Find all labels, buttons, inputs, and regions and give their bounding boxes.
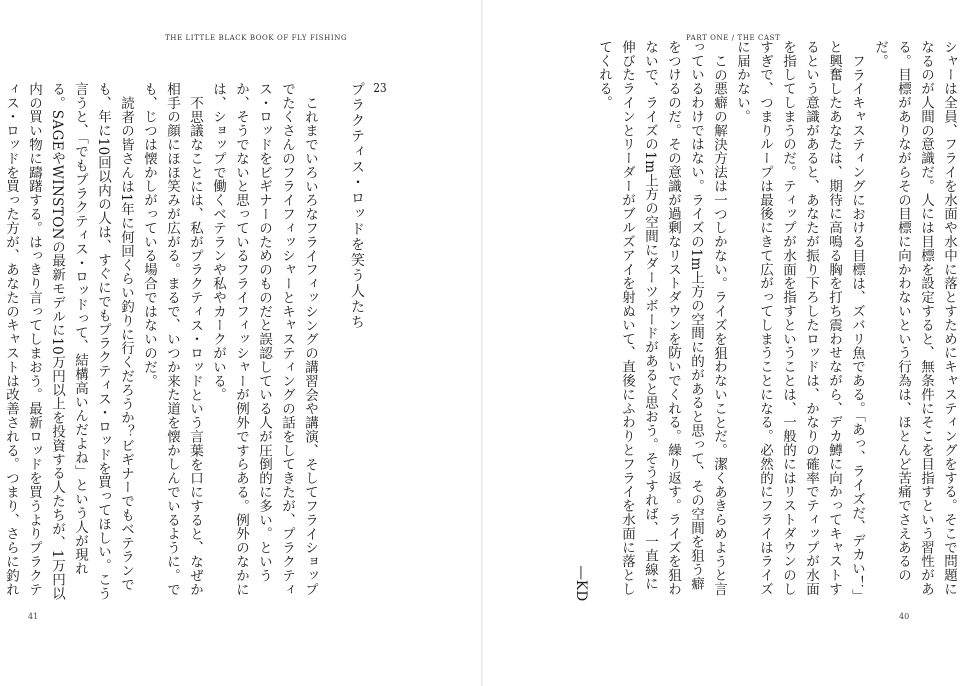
left-page <box>0 0 482 686</box>
left-running-head: THE LITTLE BLACK BOOK OF FLY FISHING <box>165 34 348 42</box>
left-page-body <box>0 82 397 602</box>
right-paragraph-2: フライキャスティングにおける目標は、ズバリ魚である。「あっ、ライズだ、デカい！」と興奮したあなたは、期待に高鳴る胸を打ち震わせながら、デカ鱒に向かってキャストするという意識があると、あなたが振り下ろしたロッドは、かなりの確率でティップが水面を指してしまうのだ。ティップが水面を指すということは、一般的にはリストダウンのしすぎで、つまりループは最後にきて広がってしまうことになる。必然的にフライはライズに届かない。 <box>734 40 865 596</box>
chapter-number: 23 <box>373 82 387 94</box>
left-paragraph-2: 不思議なことには、私がプラクティス・ロッドという言葉を口にすると、なぜか相手の顔にほほ笑みが広がる。まるで、いつか来た道を懐かしんでいるように。でも、じつは懐かしがっている場合ではないのだ。 <box>141 82 203 597</box>
left-paragraph-1: これまでいろいろなフライフィッシングの講習会や講演、そしてフライショップでたくさんのフライフィッシャーとキャスティングの話をしてきたが、プラクティス・ロッドをビギナーのためのものだと誤認している人が圧倒的に多い。というか、そうでないと思っているフライフィッシャーが例外ですらある。例外のなかには、ショップで働くベテランや私やカークがいる。 <box>210 82 318 597</box>
left-paragraph-3: 読者の皆さんは1年に何回くらい釣りに行くだろうか？ビギナーでもベテランでも、年に10回以内の人は、すぐにでもプラクティス・ロッドを買ってほしい。こう言うと、「でもプラクティス・ロッドって、結構高いんだよね」という人が現れる。SAGEやWINSTONの最新モデルに10万円以上を投資する人たちが、1万円以内の買い物に躊躇する。はっきり言ってしまおう。最新ロッドを買うよりプラクティス・ロッドを買った方が、あなたのキャストは改善される。つまり、さらに釣れ <box>3 82 134 601</box>
chapter-title: プラクティス・ロッドを笑う人たち <box>349 82 365 330</box>
right-page <box>483 0 965 686</box>
right-paragraph-3: この悪癖の解決方法は一つしかない。ライズを狙わないことだ。潔くあきらめようと言っているわけではない。ライズの1m上方の空間に的があると思って、その空間を狙う癖をつけるのだ。その意識が過剰なリストダウンを防いでくれる。繰り返す。ライズを狙わないで、ライズの1m上方の空間にダーツボードがあると思おう。そうすれば、一直線に伸びたラインとリーダーがブルズアイを射ぬいて、直後にふわりとフライを水面に落としてくれる。 <box>596 40 727 596</box>
right-page-body <box>569 40 960 602</box>
left-page-number: 41 <box>28 612 39 621</box>
right-page-number: 40 <box>899 612 910 621</box>
right-running-head: PART ONE / THE CAST <box>686 34 781 42</box>
author-signature: ―KD <box>573 566 589 602</box>
right-paragraph-1: シャーは全員、フライを水面や水中に落とすためにキャスティングをする。そこで問題になるのが人間の意識だ。人には目標を設定すると、無条件にそこを目指すという習性がある。目標がありながらその目標に向かわないという行為は、ほとんど苦痛でさえあるのだ。 <box>872 40 957 596</box>
